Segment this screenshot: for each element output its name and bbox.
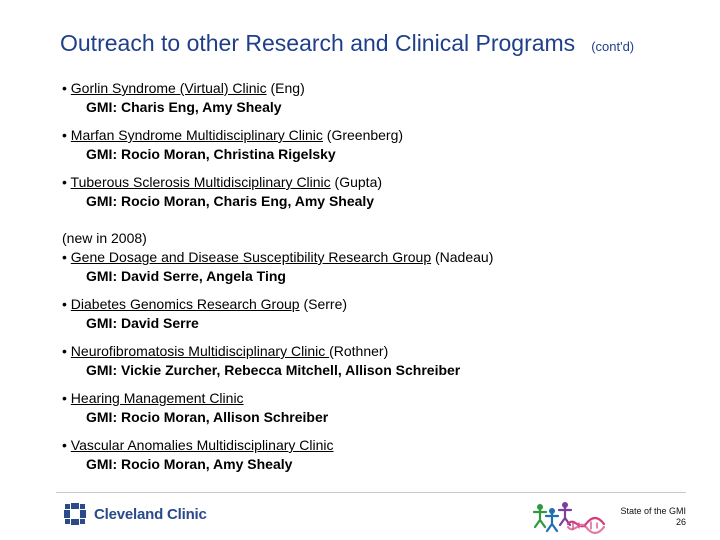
bullet: • (62, 437, 67, 453)
list-item (62, 126, 702, 164)
list-item (62, 248, 702, 286)
program-name: Marfan Syndrome Multidisciplinary Clinic (70, 127, 323, 143)
gmi-members: GMI: Vickie Zurcher, Rebecca Mitchell, Allison Schreiber (86, 362, 461, 378)
list-item (62, 389, 702, 427)
slide-title-row (60, 30, 710, 62)
program-name: Tuberous Sclerosis Multidisciplinary Clinic (70, 174, 331, 190)
bullet: • (62, 249, 67, 265)
program-name: Diabetes Genomics Research Group (70, 296, 300, 312)
bullet: • (62, 174, 67, 190)
slide-title-suffix: (cont'd) (591, 39, 635, 54)
footer-divider (56, 492, 686, 493)
program-lead: (Eng) (266, 80, 305, 96)
footer-label: State of the GMI (620, 506, 686, 516)
bullet: • (62, 343, 67, 359)
gmi-members: GMI: Rocio Moran, Charis Eng, Amy Shealy (86, 193, 375, 209)
program-name: Hearing Management Clinic (70, 390, 244, 406)
bullet: • (62, 296, 67, 312)
program-lead: (Serre) (299, 296, 348, 312)
cleveland-clinic-logo (64, 502, 207, 526)
bullet: • (62, 127, 67, 143)
cleveland-clinic-cross-icon (64, 503, 86, 525)
gmi-figures-logo-icon (528, 500, 606, 536)
program-name: Gene Dosage and Disease Susceptibility Research Group (70, 249, 432, 265)
program-name: Neurofibromatosis Multidisciplinary Clinic (70, 343, 330, 359)
list-item (62, 79, 702, 117)
new-in-2008-note: (new in 2008) (62, 230, 147, 246)
gmi-members: GMI: David Serre, Angela Ting (86, 268, 286, 284)
list-item (62, 295, 702, 333)
bullet: • (62, 390, 67, 406)
list-item (62, 173, 702, 211)
program-lead: (Greenberg) (322, 127, 404, 143)
program-lead: (Nadeau) (431, 249, 494, 265)
bullet: • (62, 80, 67, 96)
program-lead: (Gupta) (330, 174, 383, 190)
gmi-members: GMI: Rocio Moran, Christina Rigelsky (86, 146, 336, 162)
list-item (62, 342, 702, 380)
program-lead: (Rothner) (329, 343, 389, 359)
gmi-members: GMI: Rocio Moran, Allison Schreiber (86, 409, 329, 425)
gmi-members: GMI: Rocio Moran, Amy Shealy (86, 456, 293, 472)
program-name: Vascular Anomalies Multidisciplinary Clinic (70, 437, 334, 453)
program-list (62, 79, 702, 474)
program-name: Gorlin Syndrome (Virtual) Clinic (70, 80, 267, 96)
gmi-members: GMI: Charis Eng, Amy Shealy (86, 99, 282, 115)
logo-text: Cleveland Clinic (94, 505, 207, 523)
list-item (62, 436, 702, 474)
gmi-members: GMI: David Serre (86, 315, 199, 331)
footer-label-block (608, 506, 686, 528)
slide-title: Outreach to other Research and Clinical Programs (60, 30, 576, 56)
page-number: 26 (675, 517, 686, 527)
